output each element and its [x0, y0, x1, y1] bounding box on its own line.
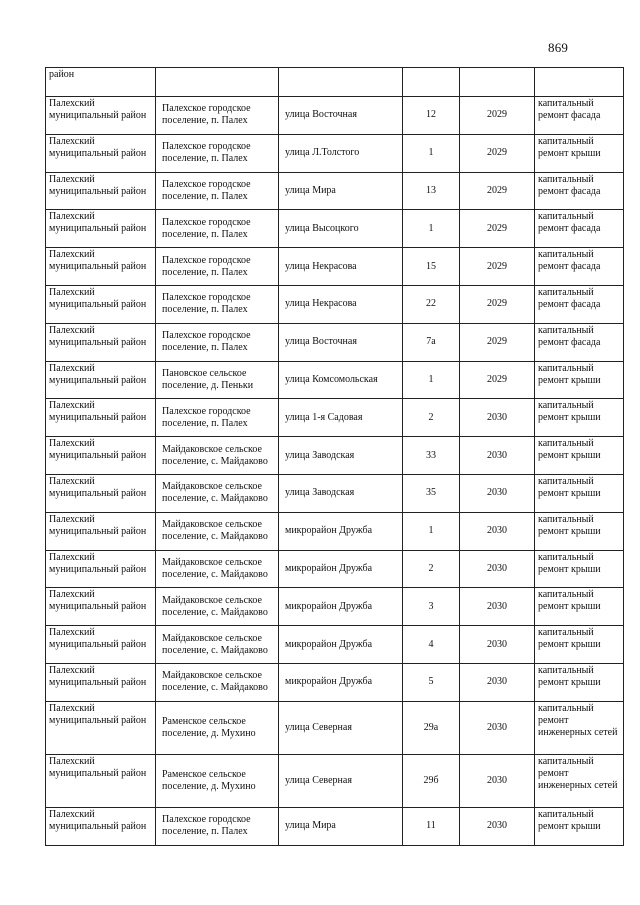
table-row [46, 134, 624, 172]
cell-work: капитальный ремонт фасада [535, 323, 624, 361]
cell-year: 2030 [460, 754, 535, 807]
cell-work: капитальный ремонт крыши [535, 134, 624, 172]
cell-work: капитальный ремонт фасада [535, 248, 624, 286]
cell-district: Палехский муниципальный район [46, 361, 156, 399]
cell-house: 4 [403, 626, 460, 664]
cell-settlement: Палехское городское поселение, п. Палех [156, 134, 279, 172]
cell-work: капитальный ремонт крыши [535, 588, 624, 626]
cell-house: 1 [403, 210, 460, 248]
table-row [46, 361, 624, 399]
cell-settlement: Майдаковское сельское поселение, с. Майдаково [156, 588, 279, 626]
cell-street: улица Северная [279, 754, 403, 807]
cell-street: микрорайон Дружба [279, 588, 403, 626]
cell-district: Палехский муниципальный район [46, 134, 156, 172]
cell-district: Палехский муниципальный район [46, 754, 156, 807]
cell-settlement: Майдаковское сельское поселение, с. Майдаково [156, 626, 279, 664]
cell-street [279, 68, 403, 97]
cell-year: 2029 [460, 285, 535, 323]
cell-district: Палехский муниципальный район [46, 701, 156, 754]
cell-house: 35 [403, 474, 460, 512]
cell-year [460, 68, 535, 97]
cell-street: улица Мира [279, 807, 403, 845]
table-row [46, 588, 624, 626]
cell-district: район [46, 68, 156, 97]
cell-district: Палехский муниципальный район [46, 588, 156, 626]
cell-work: капитальный ремонт крыши [535, 626, 624, 664]
cell-street: улица Заводская [279, 437, 403, 475]
cell-work: капитальный ремонт фасада [535, 210, 624, 248]
cell-year: 2030 [460, 663, 535, 701]
table-row [46, 663, 624, 701]
table-row [46, 323, 624, 361]
cell-settlement: Майдаковское сельское поселение, с. Майдаково [156, 512, 279, 550]
cell-year: 2029 [460, 134, 535, 172]
cell-street: улица Заводская [279, 474, 403, 512]
cell-district: Палехский муниципальный район [46, 248, 156, 286]
cell-year: 2029 [460, 248, 535, 286]
cell-settlement: Палехское городское поселение, п. Палех [156, 285, 279, 323]
cell-settlement: Палехское городское поселение, п. Палех [156, 172, 279, 210]
table-row [46, 248, 624, 286]
cell-settlement: Палехское городское поселение, п. Палех [156, 248, 279, 286]
cell-year: 2030 [460, 474, 535, 512]
table-row [46, 399, 624, 437]
cell-house: 7а [403, 323, 460, 361]
table-row-continued [46, 68, 624, 97]
cell-district: Палехский муниципальный район [46, 97, 156, 135]
cell-work: капитальный ремонт фасада [535, 172, 624, 210]
cell-street: микрорайон Дружба [279, 512, 403, 550]
cell-year: 2029 [460, 172, 535, 210]
cell-year: 2029 [460, 210, 535, 248]
cell-work: капитальный ремонт крыши [535, 361, 624, 399]
cell-settlement: Майдаковское сельское поселение, с. Майдаково [156, 663, 279, 701]
cell-work: капитальный ремонт фасада [535, 97, 624, 135]
cell-street: улица Л.Толстого [279, 134, 403, 172]
cell-house: 5 [403, 663, 460, 701]
cell-settlement [156, 68, 279, 97]
table-row [46, 550, 624, 588]
cell-district: Палехский муниципальный район [46, 399, 156, 437]
cell-district: Палехский муниципальный район [46, 626, 156, 664]
cell-street: улица Северная [279, 701, 403, 754]
cell-work: капитальный ремонт крыши [535, 807, 624, 845]
cell-district: Палехский муниципальный район [46, 172, 156, 210]
cell-street: улица Некрасова [279, 285, 403, 323]
cell-house: 13 [403, 172, 460, 210]
cell-work: капитальный ремонт крыши [535, 399, 624, 437]
cell-settlement: Майдаковское сельское поселение, с. Майдаково [156, 437, 279, 475]
cell-house [403, 68, 460, 97]
cell-year: 2030 [460, 701, 535, 754]
cell-settlement: Палехское городское поселение, п. Палех [156, 807, 279, 845]
cell-district: Палехский муниципальный район [46, 210, 156, 248]
cell-work: капитальный ремонт инженерных сетей [535, 754, 624, 807]
cell-street: улица Некрасова [279, 248, 403, 286]
cell-work: капитальный ремонт крыши [535, 437, 624, 475]
cell-year: 2030 [460, 588, 535, 626]
table-row [46, 512, 624, 550]
cell-street: улица Восточная [279, 323, 403, 361]
table-row [46, 285, 624, 323]
cell-work: капитальный ремонт крыши [535, 663, 624, 701]
cell-settlement: Майдаковское сельское поселение, с. Майдаково [156, 474, 279, 512]
table-row [46, 210, 624, 248]
cell-work [535, 68, 624, 97]
cell-settlement: Палехское городское поселение, п. Палех [156, 97, 279, 135]
cell-year: 2029 [460, 97, 535, 135]
cell-work: капитальный ремонт крыши [535, 512, 624, 550]
table-body [46, 68, 624, 846]
table-row [46, 474, 624, 512]
cell-house: 2 [403, 550, 460, 588]
cell-street: улица Высоцкого [279, 210, 403, 248]
housing-repair-table [45, 67, 624, 846]
cell-district: Палехский муниципальный район [46, 323, 156, 361]
cell-year: 2029 [460, 361, 535, 399]
table-row [46, 172, 624, 210]
cell-year: 2030 [460, 626, 535, 664]
cell-settlement: Пановское сельское поселение, д. Пеньки [156, 361, 279, 399]
table-row [46, 97, 624, 135]
cell-street: улица Мира [279, 172, 403, 210]
cell-house: 29б [403, 754, 460, 807]
cell-district: Палехский муниципальный район [46, 437, 156, 475]
cell-district: Палехский муниципальный район [46, 550, 156, 588]
cell-settlement: Палехское городское поселение, п. Палех [156, 210, 279, 248]
cell-street: микрорайон Дружба [279, 663, 403, 701]
cell-house: 15 [403, 248, 460, 286]
cell-year: 2030 [460, 512, 535, 550]
cell-house: 11 [403, 807, 460, 845]
cell-district: Палехский муниципальный район [46, 474, 156, 512]
table-row [46, 701, 624, 754]
cell-district: Палехский муниципальный район [46, 663, 156, 701]
cell-house: 22 [403, 285, 460, 323]
cell-house: 12 [403, 97, 460, 135]
cell-year: 2030 [460, 807, 535, 845]
table-row [46, 437, 624, 475]
cell-settlement: Раменское сельское поселение, д. Мухино [156, 701, 279, 754]
cell-street: микрорайон Дружба [279, 626, 403, 664]
cell-house: 29а [403, 701, 460, 754]
cell-work: капитальный ремонт крыши [535, 474, 624, 512]
cell-year: 2030 [460, 437, 535, 475]
cell-house: 1 [403, 361, 460, 399]
cell-year: 2029 [460, 323, 535, 361]
cell-street: улица Восточная [279, 97, 403, 135]
cell-street: микрорайон Дружба [279, 550, 403, 588]
cell-settlement: Палехское городское поселение, п. Палех [156, 399, 279, 437]
cell-work: капитальный ремонт крыши [535, 550, 624, 588]
page-number: 869 [548, 40, 569, 55]
cell-house: 1 [403, 134, 460, 172]
cell-year: 2030 [460, 550, 535, 588]
cell-district: Палехский муниципальный район [46, 285, 156, 323]
cell-settlement: Раменское сельское поселение, д. Мухино [156, 754, 279, 807]
cell-district: Палехский муниципальный район [46, 807, 156, 845]
cell-work: капитальный ремонт инженерных сетей [535, 701, 624, 754]
table-row [46, 626, 624, 664]
cell-street: улица Комсомольская [279, 361, 403, 399]
table-row [46, 807, 624, 845]
cell-district: Палехский муниципальный район [46, 512, 156, 550]
table-row [46, 754, 624, 807]
cell-settlement: Палехское городское поселение, п. Палех [156, 323, 279, 361]
cell-house: 1 [403, 512, 460, 550]
cell-house: 33 [403, 437, 460, 475]
cell-house: 3 [403, 588, 460, 626]
cell-street: улица 1-я Садовая [279, 399, 403, 437]
cell-house: 2 [403, 399, 460, 437]
cell-settlement: Майдаковское сельское поселение, с. Майдаково [156, 550, 279, 588]
cell-year: 2030 [460, 399, 535, 437]
cell-work: капитальный ремонт фасада [535, 285, 624, 323]
